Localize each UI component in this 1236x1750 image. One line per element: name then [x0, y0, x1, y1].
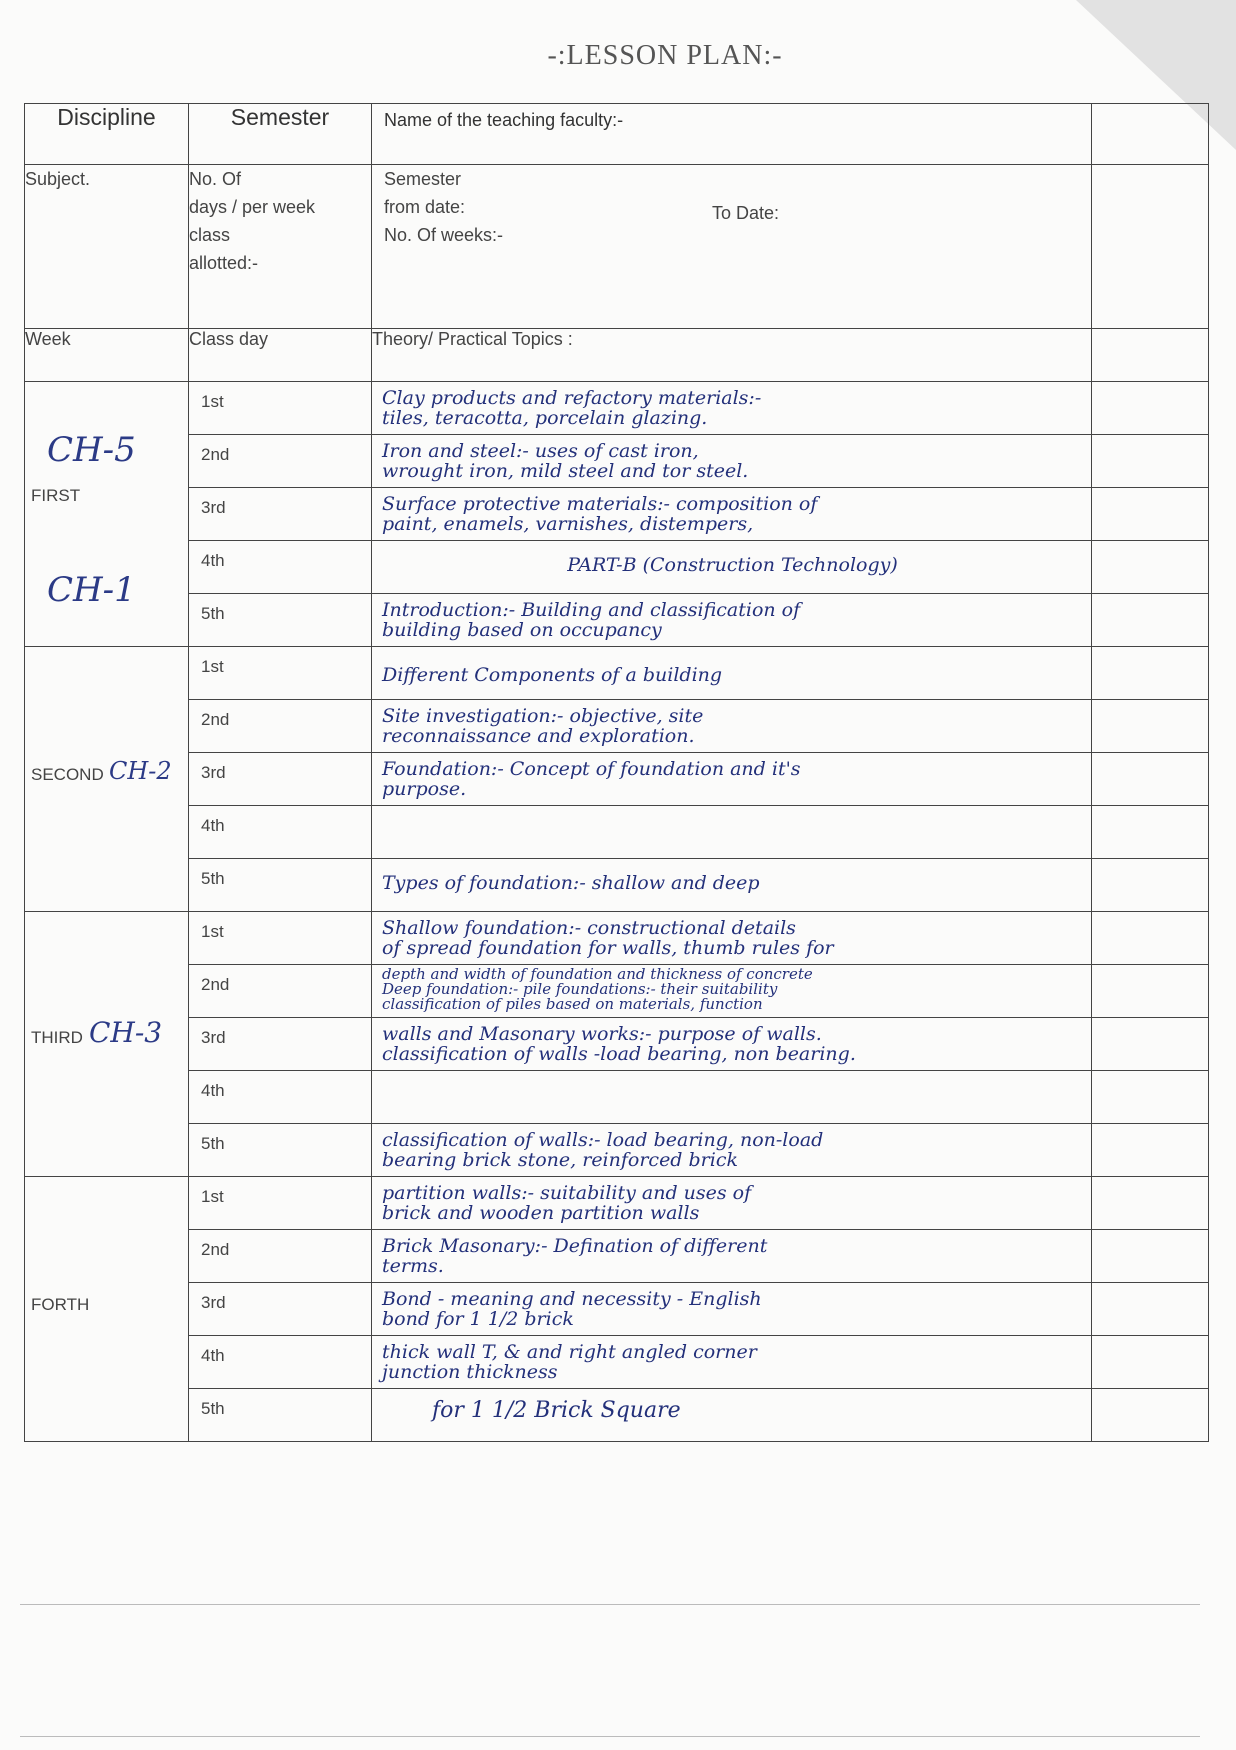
topic-cell	[372, 1230, 1092, 1283]
class-day: 5th	[201, 604, 225, 623]
semester-info-cell	[372, 165, 1092, 329]
week-cell-first	[25, 382, 189, 647]
topic-text: Iron and steel:- uses of cast iron, wrought iron, mild steel and tor steel.	[382, 440, 749, 482]
topic-cell	[372, 594, 1092, 647]
topic-text: Surface protective materials:- composition of paint, enamels, varnishes, distempers,	[382, 493, 818, 535]
topic-cell	[372, 1124, 1092, 1177]
divider	[20, 1736, 1200, 1737]
blank-cell	[1092, 1283, 1209, 1336]
class-day: 4th	[201, 551, 225, 570]
blank-cell	[1092, 647, 1209, 700]
week-label: Week	[25, 329, 189, 382]
class-day: 3rd	[201, 1293, 226, 1312]
topic-cell	[372, 435, 1092, 488]
topic-text	[372, 1071, 1091, 1077]
class-day: 3rd	[201, 498, 226, 517]
blank-cell	[1092, 1071, 1209, 1124]
faculty-header: Name of the teaching faculty:-	[372, 104, 1092, 165]
chapter-mark: CH-3	[89, 1016, 163, 1049]
week-cell-second	[25, 647, 189, 912]
topic-text: Types of foundation:- shallow and deep	[382, 872, 760, 894]
topic-cell	[372, 859, 1092, 912]
blank-cell	[1092, 1389, 1209, 1442]
topic-text: Brick Masonary:- Defination of different terms.	[382, 1235, 768, 1277]
class-day: 2nd	[201, 1240, 230, 1259]
topic-cell	[372, 1177, 1092, 1230]
topic-cell	[372, 1018, 1092, 1071]
topic-cell	[372, 488, 1092, 541]
class-day-cell	[189, 859, 372, 912]
topic-cell	[372, 806, 1092, 859]
blank-cell	[1092, 435, 1209, 488]
subject-cell	[25, 165, 189, 329]
topic-cell	[372, 700, 1092, 753]
blank-cell	[1092, 488, 1209, 541]
lesson-plan-table	[24, 103, 1209, 1442]
topic-text: partition walls:- suitability and uses of brick and wooden partition walls	[382, 1182, 752, 1224]
class-day: 4th	[201, 1081, 225, 1100]
class-day-cell	[189, 1336, 372, 1389]
topic-cell	[372, 912, 1092, 965]
blank-cell	[1092, 700, 1209, 753]
topic-cell	[372, 1389, 1092, 1442]
topic-cell	[372, 647, 1092, 700]
topic-text: Clay products and refactory materials:- tiles, teracotta, porcelain glazing.	[382, 387, 762, 429]
from-date-label: from date:	[384, 197, 466, 217]
class-day-cell	[189, 1389, 372, 1442]
class-day: 3rd	[201, 763, 226, 782]
class-day-cell	[189, 541, 372, 594]
week-cell-third	[25, 912, 189, 1177]
topic-text: Introduction:- Building and classification of building based on occupancy	[382, 599, 801, 641]
class-day: 1st	[201, 657, 224, 676]
class-day: 3rd	[201, 1028, 226, 1047]
semester-label: Semester	[384, 169, 462, 189]
blank-cell	[1092, 965, 1209, 1018]
topic-text: Site investigation:- objective, site reconnaissance and exploration.	[382, 705, 704, 747]
class-day: 1st	[201, 922, 224, 941]
topic-text: Bond - meaning and necessity - English bond for 1 1/2 brick	[382, 1288, 762, 1330]
class-day-cell	[189, 435, 372, 488]
topic-text: classification of walls:- load bearing, non-load bearing brick stone, reinforced brick	[382, 1129, 824, 1171]
chapter-mark: CH-2	[109, 757, 172, 785]
blank-cell	[1092, 1177, 1209, 1230]
blank-cell	[1092, 859, 1209, 912]
discipline-header: Discipline	[25, 104, 189, 165]
class-day: 2nd	[201, 445, 230, 464]
topic-cell	[372, 1071, 1092, 1124]
topic-text: for 1 1/2 Brick Square	[432, 1398, 681, 1423]
topic-cell	[372, 1283, 1092, 1336]
days-label-4: allotted:-	[189, 253, 259, 273]
class-day-cell	[189, 700, 372, 753]
topics-label: Theory/ Practical Topics :	[372, 329, 1092, 382]
days-label-2: days / per week	[189, 197, 316, 217]
class-day-cell	[189, 382, 372, 435]
topic-cell	[372, 541, 1092, 594]
blank-cell	[1092, 806, 1209, 859]
days-cell	[189, 165, 372, 329]
class-day: 5th	[201, 1134, 225, 1153]
week-name: THIRD	[31, 1028, 83, 1047]
blank-cell	[1092, 1018, 1209, 1071]
topic-cell	[372, 753, 1092, 806]
topic-cell	[372, 382, 1092, 435]
class-day: 4th	[201, 816, 225, 835]
to-date-label: To Date:	[712, 203, 780, 223]
blank-cell	[1092, 382, 1209, 435]
week-name: FIRST	[31, 486, 81, 505]
blank-cell	[1092, 1124, 1209, 1177]
subject-label: Subject.	[25, 169, 91, 189]
blank-cell	[1092, 541, 1209, 594]
week-cell-forth	[25, 1177, 189, 1442]
topic-text: Different Components of a building	[382, 664, 723, 686]
class-day: 1st	[201, 1187, 224, 1206]
chapter-mark: CH-1	[47, 570, 136, 610]
topic-text: Foundation:- Concept of foundation and it's purpose.	[382, 758, 801, 800]
class-day: 4th	[201, 1346, 225, 1365]
topic-cell	[372, 1336, 1092, 1389]
class-day-cell	[189, 1283, 372, 1336]
blank-cell	[1092, 753, 1209, 806]
days-label-1: No. Of	[189, 169, 242, 189]
class-day-cell	[189, 1018, 372, 1071]
week-name: FORTH	[31, 1295, 90, 1314]
class-day-label: Class day	[189, 329, 372, 382]
class-day-cell	[189, 806, 372, 859]
class-day: 2nd	[201, 975, 230, 994]
days-label-3: class	[189, 225, 231, 245]
class-day: 2nd	[201, 710, 230, 729]
page-title: -:LESSON PLAN:-	[547, 40, 783, 71]
class-day-cell	[189, 594, 372, 647]
chapter-mark: CH-5	[47, 430, 136, 470]
blank-info-cell	[1092, 165, 1209, 329]
class-day-cell	[189, 753, 372, 806]
blank-cell	[1092, 1336, 1209, 1389]
divider	[20, 1604, 1200, 1605]
topic-text	[372, 806, 1091, 812]
topic-text: Shallow foundation:- constructional details of spread foundation for walls, thumb rules for	[382, 917, 834, 959]
blank-header	[1092, 104, 1209, 165]
blank-cell	[1092, 594, 1209, 647]
blank-label-cell	[1092, 329, 1209, 382]
class-day-cell	[189, 912, 372, 965]
weeks-label: No. Of weeks:-	[384, 225, 504, 245]
class-day: 5th	[201, 869, 225, 888]
blank-cell	[1092, 912, 1209, 965]
topic-text: thick wall T, & and right angled corner junction thickness	[382, 1341, 757, 1383]
class-day-cell	[189, 965, 372, 1018]
class-day-cell	[189, 1124, 372, 1177]
class-day-cell	[189, 1071, 372, 1124]
class-day: 5th	[201, 1399, 225, 1418]
class-day-cell	[189, 1230, 372, 1283]
blank-cell	[1092, 1230, 1209, 1283]
topic-text: PART-B (Construction Technology)	[567, 554, 898, 576]
class-day-cell	[189, 488, 372, 541]
class-day-cell	[189, 647, 372, 700]
topic-text: walls and Masonary works:- purpose of walls. classification of walls -load bearing, non bearing.	[382, 1023, 856, 1065]
week-name: SECOND	[31, 765, 104, 784]
topic-text: depth and width of foundation and thickness of concrete Deep foundation:- pile foundations:- their suitability classification of piles based on materials, function	[382, 965, 813, 1013]
semester-header: Semester	[189, 104, 372, 165]
class-day-cell	[189, 1177, 372, 1230]
class-day: 1st	[201, 392, 224, 411]
topic-cell	[372, 965, 1092, 1018]
